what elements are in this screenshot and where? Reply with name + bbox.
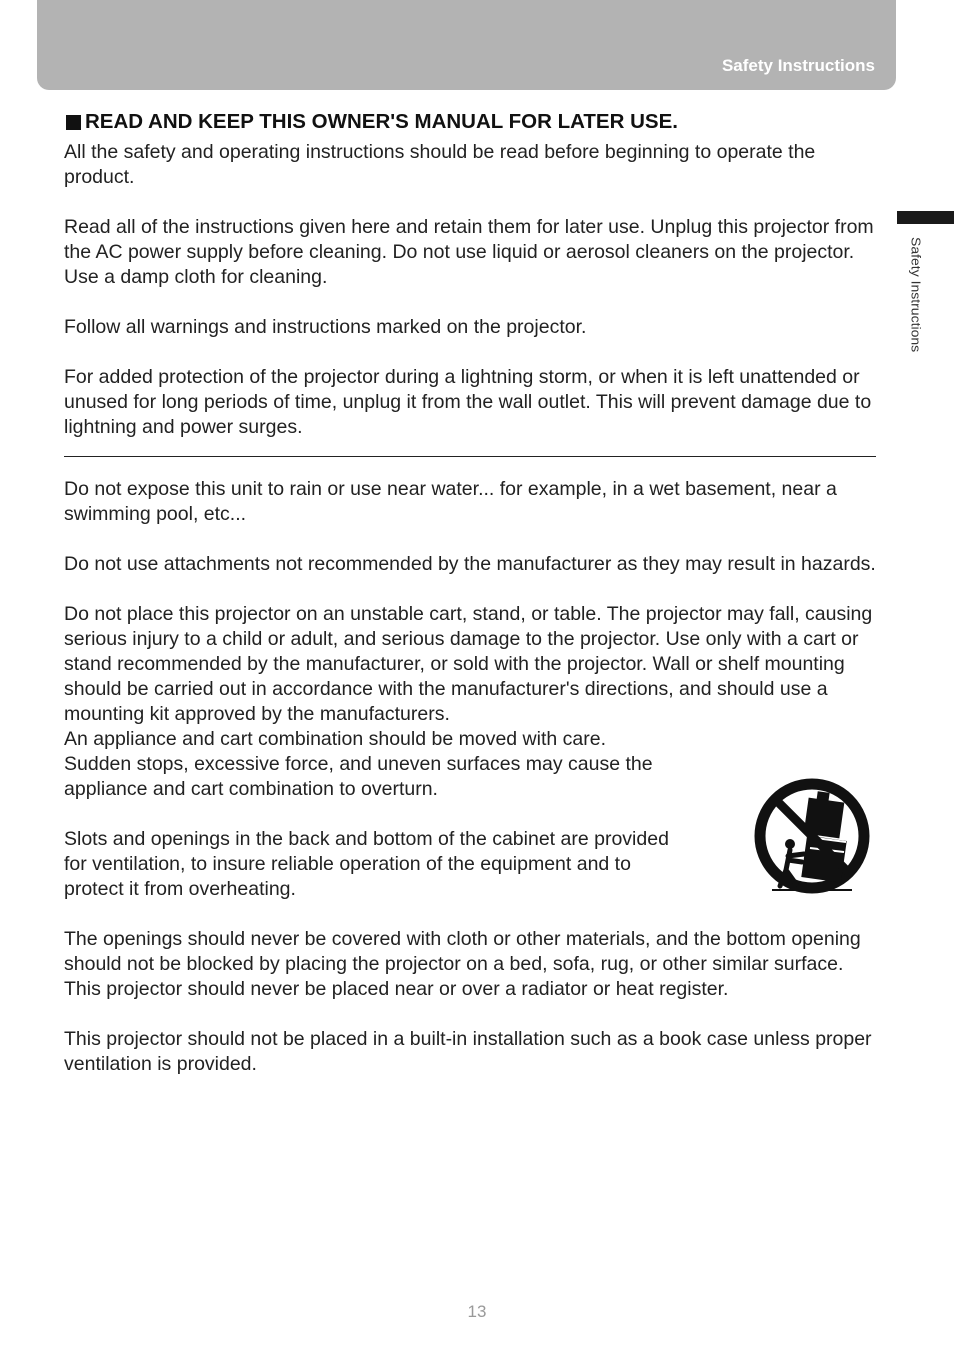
side-tab-label: Safety Instructions bbox=[908, 237, 924, 353]
paragraph-cleaning: Read all of the instructions given here and retain them for later use. Unplug this projector from the AC power supply before cleaning. Do not use liquid or aerosol cleaners on the projector. Use a damp cloth for cleaning. bbox=[64, 216, 874, 288]
paragraph-openings: The openings should never be covered with cloth or other materials, and the bottom opening should not be blocked by placing the projector on a bed, sofa, rug, or other similar surface. This projector should never be placed near or over a radiator or heat register. bbox=[64, 928, 861, 1000]
cart-line: Sudden stops, excessive force, and uneven surfaces may cause the bbox=[64, 753, 653, 775]
slot-line: Slots and openings in the back and bottom of the cabinet are provided bbox=[64, 828, 669, 850]
cart-line: appliance and cart combination to overturn. bbox=[64, 778, 438, 800]
header-bar bbox=[37, 0, 896, 90]
header-title: Safety Instructions bbox=[721, 56, 875, 75]
paragraph-lightning: For added protection of the projector during a lightning storm, or when it is left unattended or unused for long periods of time, unplug it from the wall outlet. This will prevent damage due to lightning and power surges. bbox=[64, 366, 872, 438]
main-content bbox=[64, 108, 876, 1077]
section-divider bbox=[64, 456, 876, 457]
paragraph-read-instructions: All the safety and operating instructions should be read before beginning to operate the product. bbox=[64, 141, 816, 188]
cart-line: An appliance and cart combination should be moved with care. bbox=[64, 728, 606, 750]
paragraph-water: Do not expose this unit to rain or use near water... for example, in a wet basement, near a swimming pool, etc... bbox=[64, 478, 837, 525]
paragraph-warnings: Follow all warnings and instructions marked on the projector. bbox=[64, 316, 587, 338]
lower-section bbox=[64, 477, 876, 1077]
paragraph-built-in: This projector should not be placed in a built-in installation such as a book case unless proper ventilation is provided. bbox=[64, 1028, 872, 1075]
paragraph-unstable-cart: Do not place this projector on an unstable cart, stand, or table. The projector may fall, causing serious injury to a child or adult, and serious damage to the projector. Use only with a cart or stand recommended by the manufacturer, or sold with the projector. Wall or shelf mounting should be carried out in accordance with the manufacturer's directions, and should use a mounting kit approved by the manufacturers. bbox=[64, 603, 873, 725]
paragraph-attachments: Do not use attachments not recommended by the manufacturer as they may result in hazards. bbox=[64, 553, 876, 575]
page-number: 13 bbox=[467, 1302, 487, 1321]
cart-tip-over-warning-icon bbox=[752, 778, 872, 898]
section-heading-text: READ AND KEEP THIS OWNER'S MANUAL FOR LATER USE. bbox=[85, 110, 678, 133]
side-tab-marker bbox=[897, 211, 954, 224]
slot-line: for ventilation, to insure reliable operation of the equipment and to bbox=[64, 853, 631, 875]
section-heading bbox=[64, 108, 876, 136]
bullet-square-icon bbox=[66, 115, 81, 130]
slot-line: protect it from overheating. bbox=[64, 878, 296, 900]
